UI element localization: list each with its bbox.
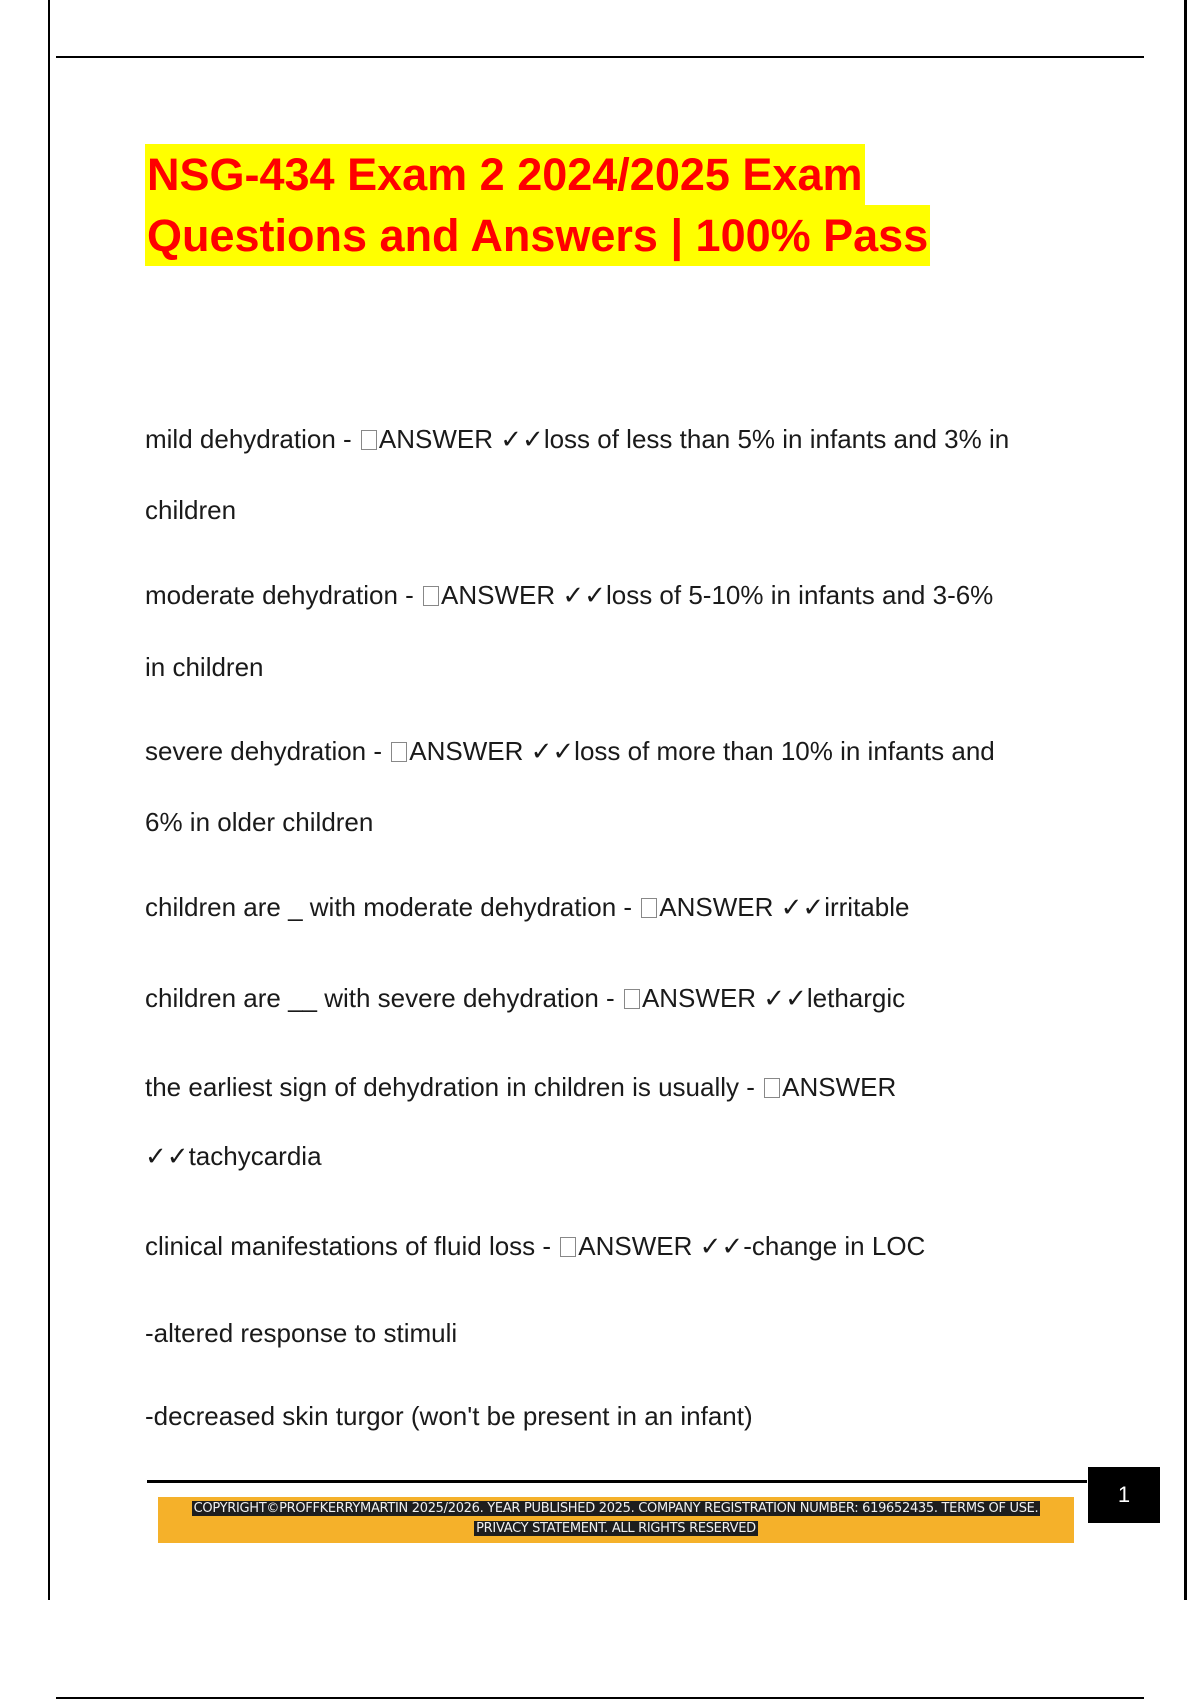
qa-line: 6% in older children [145,807,374,837]
missing-glyph-box [361,430,377,450]
answer-marker: ANSWER ✓✓ [441,580,606,610]
qa-line: mild dehydration - ANSWER ✓✓loss of less than 5% in infants and 3% in [145,424,1010,454]
document-title [145,144,930,266]
answer-marker: ANSWER ✓✓ [409,736,575,766]
qa-line: moderate dehydration - ANSWER ✓✓loss of 5-10% in infants and 3-6% [145,580,994,610]
copyright-line-1: COPYRIGHT©PROFFKERRYMARTIN 2025/2026. YEAR PUBLISHED 2025. COMPANY REGISTRATION NUMBER: 619652435. TERMS OF USE. [193,1501,1039,1516]
missing-glyph-box [624,989,640,1009]
answer-marker: ANSWER ✓✓ [578,1231,744,1261]
answer-marker: ANSWER ✓✓ [378,424,544,454]
page-border-left [48,0,50,1600]
qa-line: ✓✓tachycardia [145,1141,322,1171]
qa-line: clinical manifestations of fluid loss - ANSWER ✓✓-change in LOC [145,1231,926,1261]
copyright-line-2: PRIVACY STATEMENT. ALL RIGHTS RESERVED [476,1521,756,1536]
missing-glyph-box [423,586,439,606]
missing-glyph-box [764,1078,780,1098]
qa-line: the earliest sign of dehydration in children is usually - ANSWER [145,1072,897,1102]
answer-marker: ANSWER ✓✓ [659,892,825,922]
page-number: 1 [1088,1467,1160,1523]
copyright-footer [158,1497,1074,1543]
header-rule [56,56,1144,58]
next-page-rule [56,1697,1144,1699]
page-border-right [1184,0,1187,1600]
qa-line: -decreased skin turgor (won't be present in an infant) [145,1401,753,1431]
qa-line: children are __ with severe dehydration - ANSWER ✓✓lethargic [145,983,906,1013]
qa-line: in children [145,652,264,682]
title-line-2: Questions and Answers | 100% Pass [145,205,930,266]
answer-marker: ANSWER ✓✓ [641,983,807,1013]
missing-glyph-box [391,742,407,762]
missing-glyph-box [641,898,657,918]
qa-line: severe dehydration - ANSWER ✓✓loss of more than 10% in infants and [145,736,995,766]
qa-line: -altered response to stimuli [145,1318,458,1348]
qa-line: children [145,495,237,525]
title-line-1: NSG-434 Exam 2 2024/2025 Exam [145,144,865,205]
footer-rule [147,1480,1087,1483]
answer-word: ANSWER [782,1072,897,1102]
missing-glyph-box [560,1237,576,1257]
qa-line: children are _ with moderate dehydration - ANSWER ✓✓irritable [145,892,910,922]
